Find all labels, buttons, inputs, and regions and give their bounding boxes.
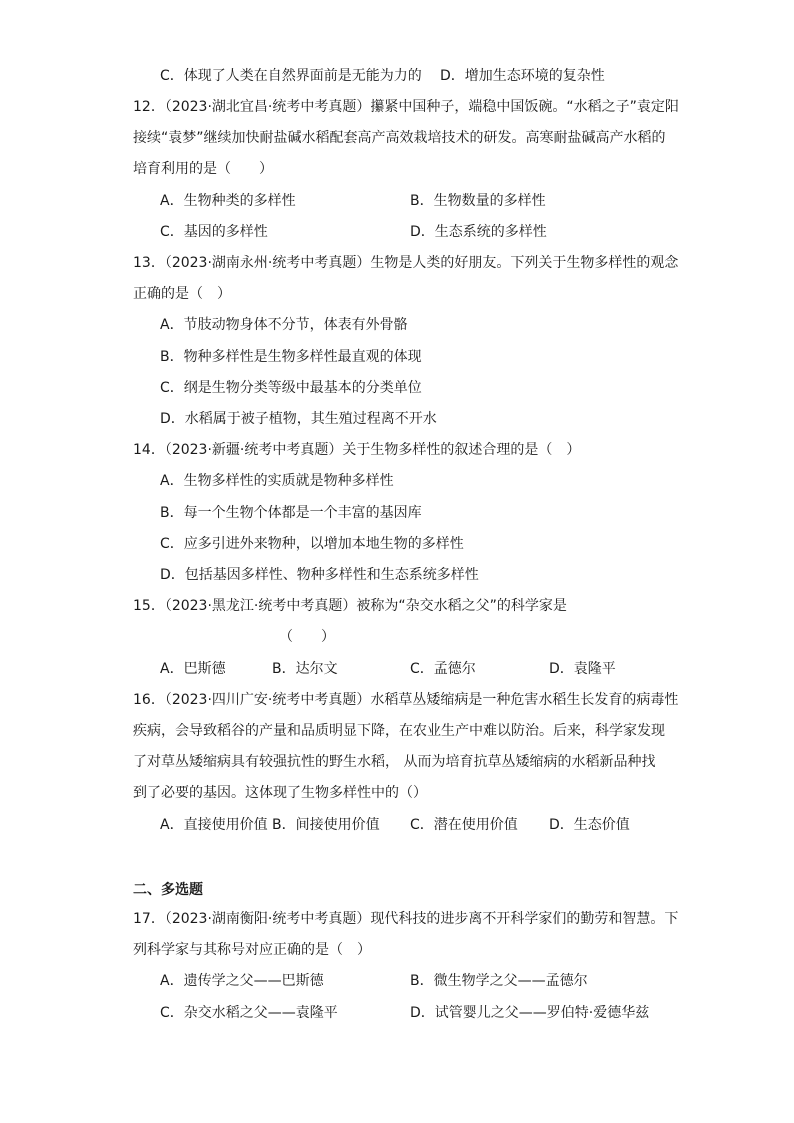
q16-stem-line-4: 到了必要的基因。这体现了生物多样性中的（） [133, 785, 427, 801]
q17-stem-line-1: 17．（2023·湖南衡阳·统考中考真题）现代科技的进步离不开科学家们的勤劳和智慧。下 [133, 911, 679, 927]
q14-option-b: B．每一个生物个体都是一个丰富的基因库 [160, 505, 422, 521]
section-heading-multi-choice: 二、多选题 [133, 882, 203, 898]
q12-option-b: B．生物数量的多样性 [410, 193, 546, 209]
q11-option-c: C．体现了人类在自然界面前是无能为力的 [160, 68, 422, 84]
q12-option-c: C．基因的多样性 [160, 224, 268, 240]
q17-stem-line-2: 列科学家与其称号对应正确的是（ ） [133, 942, 371, 958]
q13-option-a: A．节肢动物身体不分节，体表有外骨骼 [160, 317, 408, 333]
q16-option-ab: A．直接使用价值 B．间接使用价值 [160, 817, 380, 833]
q13-option-c: C．纲是生物分类等级中最基本的分类单位 [160, 380, 422, 396]
q12-stem-line-2: 接续“袁梦”继续加快耐盐碱水稻配套高产高效栽培技术的研发。高寒耐盐碱高产水稻的 [133, 130, 666, 146]
q13-option-b: B．物种多样性是生物多样性最直观的体现 [160, 349, 422, 365]
q16-stem-line-1: 16．（2023·四川广安·统考中考真题）水稻草丛矮缩病是一种危害水稻生长发育的病毒性 [133, 692, 679, 708]
q13-stem-line-2: 正确的是（ ） [133, 286, 231, 302]
q12-stem-line-1: 12．（2023·湖北宜昌·统考中考真题）攥紧中国种子，端稳中国饭碗。“水稻之子”袁定阳 [133, 99, 679, 115]
q14-option-d: D．包括基因多样性、物种多样性和生态系统多样性 [160, 567, 479, 583]
q12-option-a: A．生物种类的多样性 [160, 193, 296, 209]
q14-option-c: C．应多引进外来物种，以增加本地生物的多样性 [160, 536, 464, 552]
q15-option-a: A．巴斯德 [160, 661, 226, 677]
q16-stem-line-3: 了对草丛矮缩病具有较强抗性的野生水稻， 从而为培育抗草丛矮缩病的水稻新品种找 [133, 754, 656, 770]
q16-stem-line-2: 疾病，会导致稻谷的产量和品质明显下降，在农业生产中难以防治。后来，科学家发现 [133, 723, 665, 739]
q16-option-d: D．生态价值 [549, 817, 630, 833]
q15-option-c: C．孟德尔 [410, 661, 476, 677]
q14-option-a: A．生物多样性的实质就是物种多样性 [160, 473, 394, 489]
q11-option-d: D．增加生态环境的复杂性 [440, 68, 605, 84]
q17-option-a: A．遗传学之父——巴斯德 [160, 973, 324, 989]
q15-stem-line-1: 15．（2023·黑龙江·统考中考真题）被称为“杂交水稻之父”的科学家是 [133, 598, 567, 614]
q17-option-c: C．杂交水稻之父——袁隆平 [160, 1005, 338, 1021]
q13-stem-line-1: 13．（2023·湖南永州·统考中考真题）生物是人类的好朋友。下列关于生物多样性的观念 [133, 255, 679, 271]
q14-stem-line-1: 14．（2023·新疆·统考中考真题）关于生物多样性的叙述合理的是（ ） [133, 442, 581, 458]
q15-option-b: B．达尔文 [272, 661, 338, 677]
q15-option-d: D．袁隆平 [549, 661, 616, 677]
q12-option-d: D．生态系统的多样性 [410, 224, 547, 240]
q12-stem-line-3: 培育利用的是（ ） [133, 161, 273, 177]
q17-option-d: D．试管婴儿之父——罗伯特·爱德华兹 [410, 1005, 650, 1021]
q16-option-c: C．潜在使用价值 [410, 817, 518, 833]
q17-option-b: B．微生物学之父——孟德尔 [410, 973, 588, 989]
q13-option-d: D．水稻属于被子植物，其生殖过程离不开水 [160, 411, 437, 427]
q15-stem-line-2: （ ） [279, 629, 335, 645]
